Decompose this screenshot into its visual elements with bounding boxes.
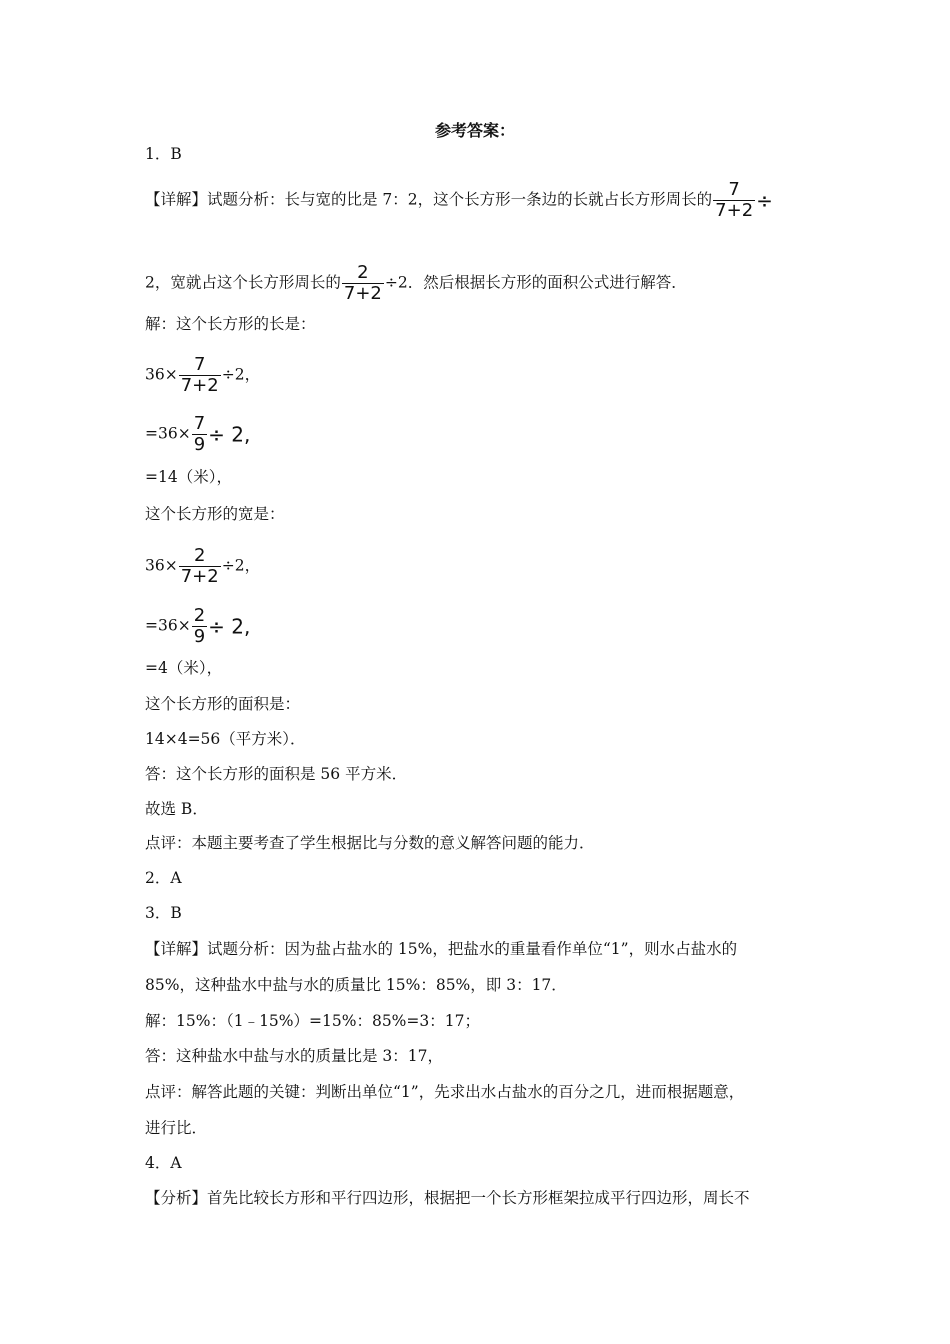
q1-width-expr: 36× $\frac{2}{7+2}$ ÷2，	[145, 545, 261, 587]
q3-solution: 解：15%：（1﹣15%）=15%：85%=3：17；	[145, 1012, 480, 1030]
q4-answer: 4．A	[145, 1154, 182, 1172]
fraction-7-over-7p2: $\frac{7}{7+2}$	[180, 354, 219, 396]
q1-detail-line2: 2，宽就占这个长方形周长的 $\frac{2}{7+2}$ ÷2．然后根据长方形的面积公式进行解答．	[145, 262, 687, 304]
fraction-7-over-9: $\frac{7}{9}$	[193, 413, 206, 455]
q1-area-label: 这个长方形的面积是：	[145, 695, 301, 713]
q3-comment-line2: 进行比．	[145, 1119, 208, 1137]
q1-comment: 点评：本题主要考查了学生根据比与分数的意义解答问题的能力．	[145, 834, 595, 852]
page-title: 参考答案：	[434, 121, 515, 140]
q1-length-expr2: =36× $\frac{7}{9}$ ÷ 2,	[145, 413, 251, 455]
divide-sign: ÷	[756, 188, 773, 213]
fraction-2-over-9: $\frac{2}{9}$	[193, 605, 206, 647]
q1-width-result: =4（米），	[145, 659, 223, 677]
q3-answer: 3．B	[145, 904, 182, 922]
q1-answer-text: 答：这个长方形的面积是 56 平方米．	[145, 765, 408, 783]
q1-width-label: 这个长方形的宽是：	[145, 505, 285, 523]
fraction-2-over-7p2: $\frac{2}{7+2}$	[180, 545, 219, 587]
fraction-7-over-7p2: $\frac{7}{7+2}$	[715, 179, 754, 221]
q1-area-calc: 14×4=56（平方米）．	[145, 730, 306, 748]
q3-detail-line1: 【详解】试题分析：因为盐占盐水的 15%，把盐水的重量看作单位“1”，则水占盐水的	[145, 940, 738, 958]
q3-detail-line2: 85%，这种盐水中盐与水的质量比 15%：85%，即 3：17．	[145, 976, 567, 994]
q1-choice: 故选 B．	[145, 800, 208, 818]
q4-analysis: 【分析】首先比较长方形和平行四边形，根据把一个长方形框架拉成平行四边形，周长不	[145, 1189, 750, 1207]
q1-solution-label: 解：这个长方形的长是：	[145, 315, 316, 333]
q1-answer: 1．B	[145, 145, 182, 163]
q1-width-expr2: =36× $\frac{2}{9}$ ÷ 2,	[145, 605, 251, 647]
q1-length-expr: 36× $\frac{7}{7+2}$ ÷2，	[145, 354, 261, 396]
q3-comment-line1: 点评：解答此题的关键：判断出单位“1”，先求出水占盐水的百分之几，进而根据题意，	[145, 1083, 745, 1101]
q2-answer: 2．A	[145, 869, 182, 887]
q1-length-result: =14（米），	[145, 468, 232, 486]
fraction-2-over-7p2: $\frac{2}{7+2}$	[343, 262, 382, 304]
q3-answer-text: 答：这种盐水中盐与水的质量比是 3：17，	[145, 1047, 444, 1065]
q1-detail-line1: 【详解】试题分析：长与宽的比是 7：2，这个长方形一条边的长就占长方形周长的 $\frac{7}{7+2}$ ÷	[145, 179, 773, 221]
